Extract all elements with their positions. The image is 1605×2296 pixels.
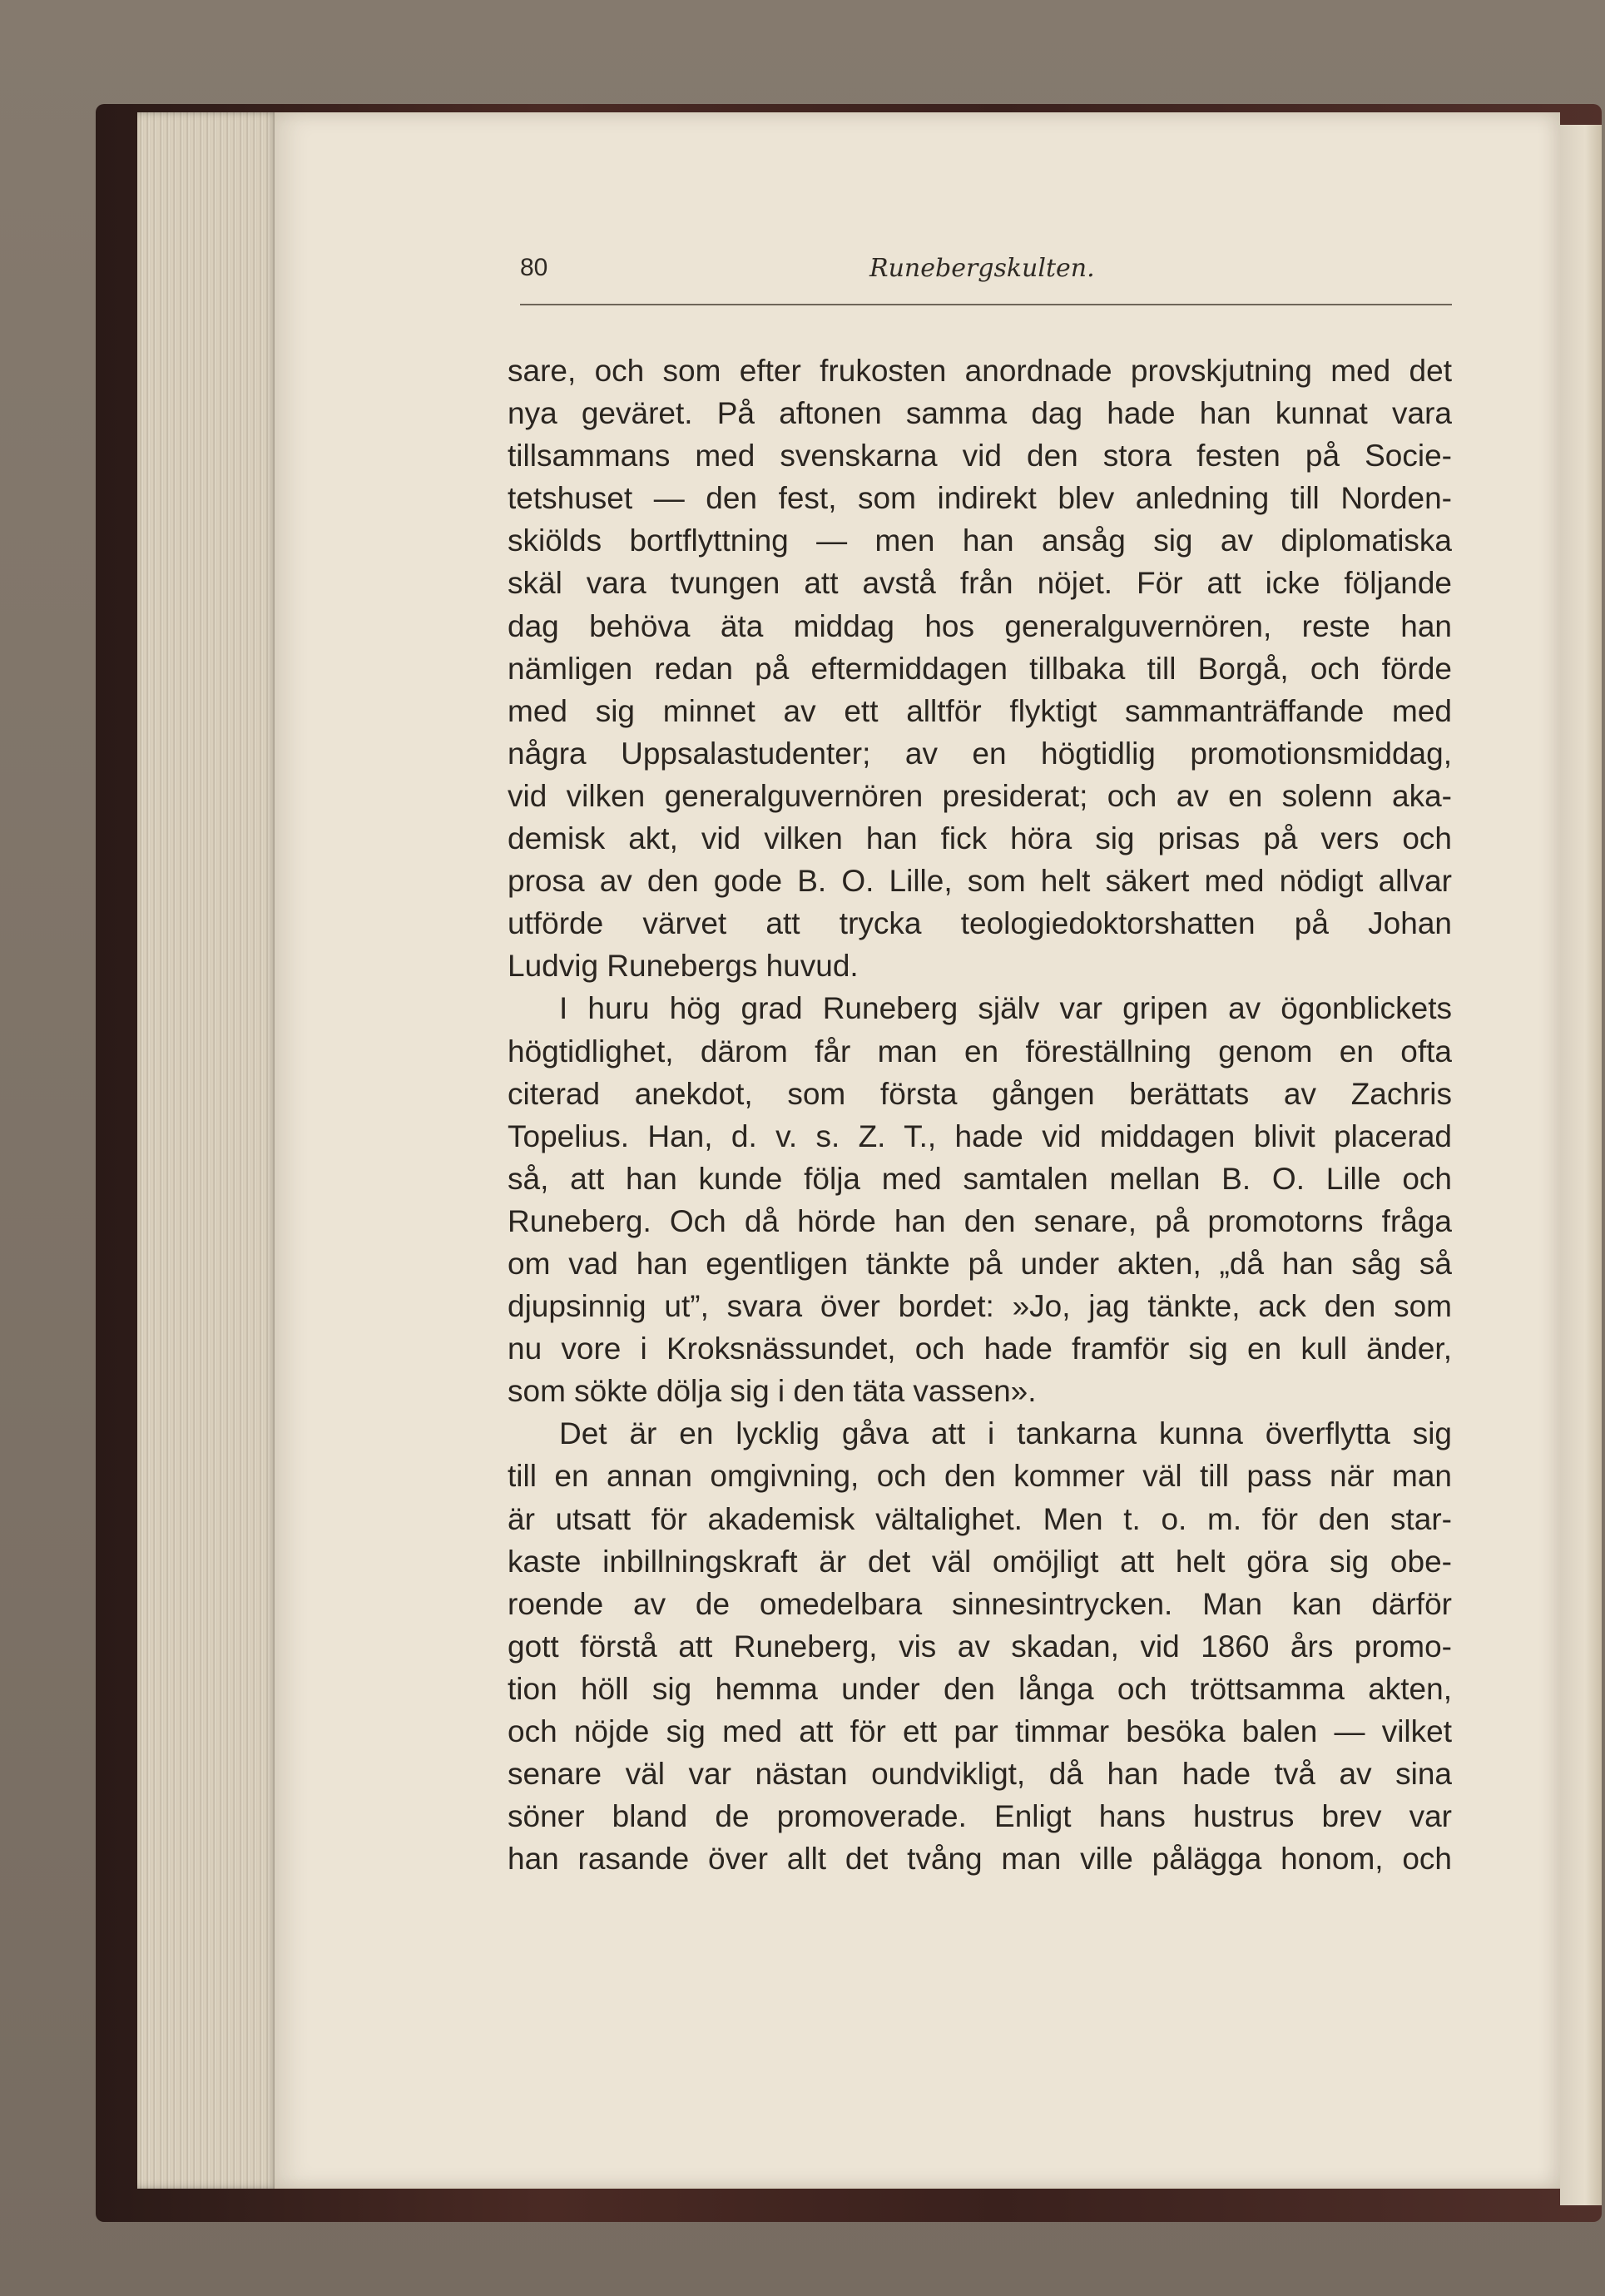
text-line: om vad han egentligen tänkte på under akten, „då han såg så [508, 1246, 1452, 1281]
text-line: som sökte dölja sig i den täta vassen». [508, 1374, 1037, 1409]
text-line: I huru hög grad Runeberg själv var gripen av ögonblickets [559, 991, 1452, 1026]
text-line: högtidlighet, därom får man en föreställning genom en ofta [508, 1034, 1452, 1069]
text-line: skäl vara tvungen att avstå från nöjet. För att icke följande [508, 566, 1452, 601]
running-head [520, 254, 1452, 305]
text-line: nu vore i Kroksnässundet, och hade framför sig en kull änder, [508, 1331, 1452, 1366]
text-line: tillsammans med svenskarna vid den stora festen på Socie- [508, 439, 1452, 474]
text-line: prosa av den gode B. O. Lille, som helt säkert med nödigt allvar [508, 864, 1452, 899]
text-line: nya geväret. På aftonen samma dag hade han kunnat vara [508, 396, 1452, 431]
text-line: söner bland de promoverade. Enligt hans hustrus brev var [508, 1799, 1452, 1834]
text-line: till en annan omgivning, och den kommer väl till pass när man [508, 1459, 1452, 1494]
page-edges [137, 112, 279, 2189]
text-line: han rasande över allt det tvång man ville pålägga honom, och [508, 1842, 1452, 1877]
text-line: citerad anekdot, som första gången berättats av Zachris [508, 1076, 1452, 1111]
text-line: Topelius. Han, d. v. s. Z. T., hade vid middagen blivit placerad [508, 1118, 1452, 1153]
text-line: så, att han kunde följa med samtalen mellan B. O. Lille och [508, 1161, 1452, 1196]
text-line: utförde värvet att trycka teologiedoktorshatten på Johan [508, 906, 1452, 941]
text-line: nämligen redan på eftermiddagen tillbaka till Borgå, och förde [508, 651, 1452, 686]
text-line: sare, och som efter frukosten anordnade provskjutning med det [508, 354, 1452, 388]
page-number: 80 [520, 254, 548, 281]
text-line: demisk akt, vid vilken han fick höra sig prisas på vers och [508, 821, 1452, 856]
text-line: senare väl var nästan oundvikligt, då han hade två av sina [508, 1757, 1452, 1792]
text-line: vid vilken generalguvernören presiderat; och av en solenn aka- [508, 778, 1452, 813]
text-line: djupsinnig ut”, svara över bordet: »Jo, jag tänkte, ack den som [508, 1289, 1452, 1324]
next-page-edge [1560, 125, 1602, 2205]
text-line: gott förstå att Runeberg, vis av skadan, vid 1860 års promo- [508, 1629, 1452, 1664]
text-line: skiölds bortflyttning — men han ansåg sig av diplomatiska [508, 523, 1452, 558]
running-title: Runebergskulten. [869, 254, 1095, 283]
text-line: tion höll sig hemma under den långa och tröttsamma akten, [508, 1671, 1452, 1706]
text-line: är utsatt för akademisk vältalighet. Men t. o. m. för den star- [508, 1501, 1452, 1536]
text-line: roende av de omedelbara sinnesintrycken. Man kan därför [508, 1586, 1452, 1621]
text-line: Ludvig Runebergs huvud. [508, 949, 859, 984]
text-line: kaste inbillningskraft är det väl omöjligt att helt göra sig obe- [508, 1544, 1452, 1579]
text-line: några Uppsalastudenter; av en högtidlig promotionsmiddag, [508, 736, 1452, 771]
text-line: Det är en lycklig gåva att i tankarna kunna överflytta sig [559, 1416, 1452, 1451]
text-line: och nöjde sig med att för ett par timmar besöka balen — vilket [508, 1714, 1452, 1748]
text-line: med sig minnet av ett alltför flyktigt sammanträffande med [508, 693, 1452, 728]
text-line: tetshuset — den fest, som indirekt blev anledning till Norden- [508, 481, 1452, 516]
body-text [508, 350, 1452, 1880]
text-line: dag behöva äta middag hos generalguvernören, reste han [508, 608, 1452, 643]
text-line: Runeberg. Och då hörde han den senare, på promotorns fråga [508, 1203, 1452, 1238]
